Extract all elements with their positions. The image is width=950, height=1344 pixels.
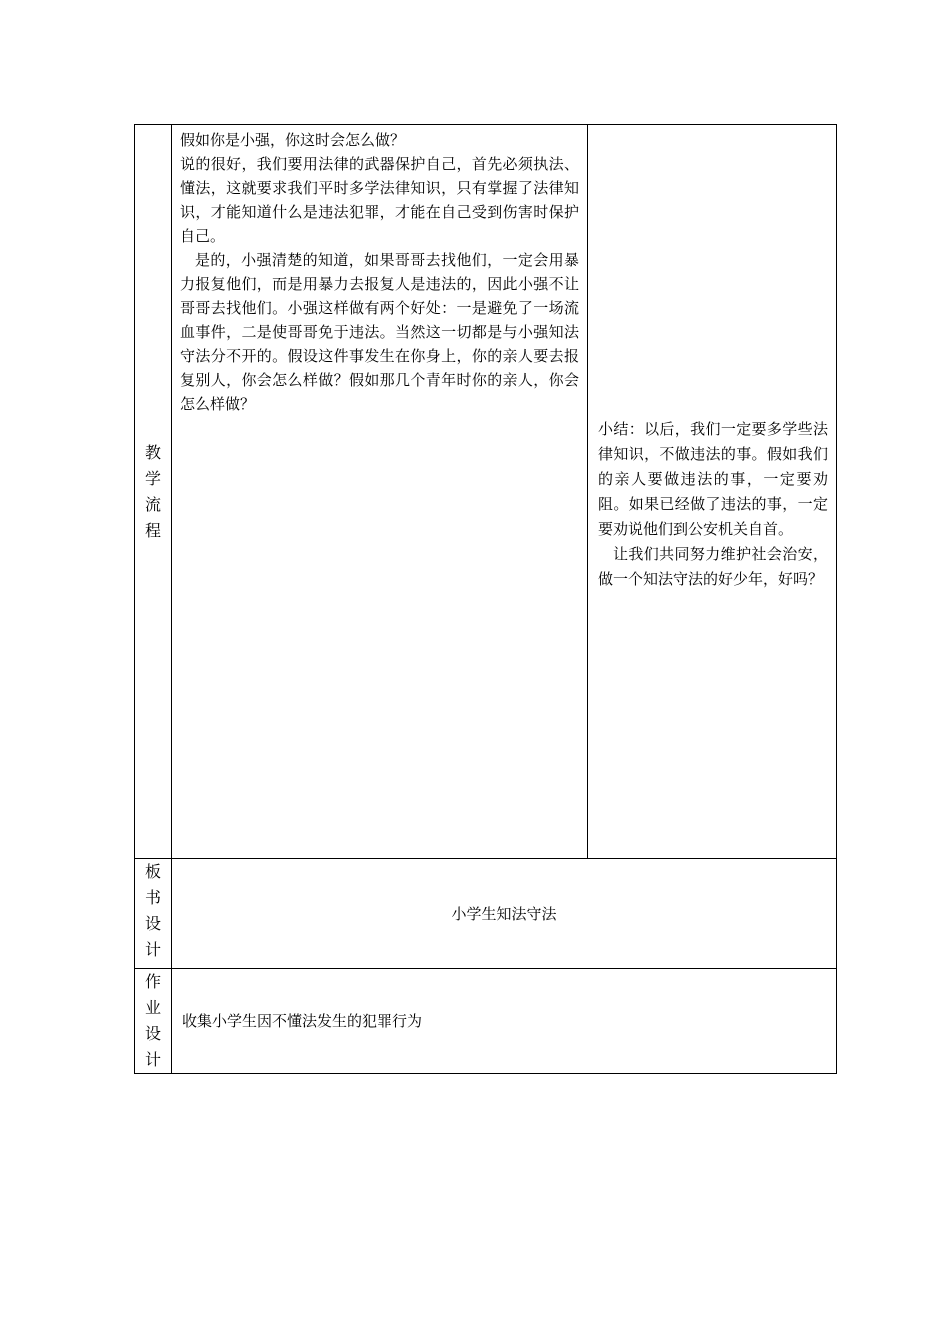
board-design-content-cell (172, 859, 837, 969)
board-design-content: 小学生知法守法 (451, 904, 557, 923)
teaching-process-main-cell (172, 125, 588, 859)
board-design-label: 板书设计 (145, 862, 162, 959)
teaching-process-label: 教学流程 (145, 442, 162, 540)
homework-design-label: 作业设计 (145, 972, 162, 1069)
process-paragraph: 说的很好，我们要用法律的武器保护自己，首先必须执法、懂法，这就要求我们平时多学法律知识，只有掌握了法律知识，才能知道什么是违法犯罪，才能在自己受到伤害时保护自己。 (180, 155, 579, 245)
homework-design-label-cell (135, 969, 172, 1074)
lesson-plan-table (134, 124, 837, 1074)
board-design-row (135, 859, 837, 969)
homework-design-content: 收集小学生因不懂法发生的犯罪行为 (182, 1012, 423, 1030)
summary-paragraph: 让我们共同努力维护社会治安，做一个知法守法的好少年，好吗？ (598, 545, 828, 588)
teaching-process-row (135, 125, 837, 859)
board-design-label-cell (135, 859, 172, 969)
teaching-process-summary-cell (588, 125, 837, 859)
teaching-process-label-cell (135, 125, 172, 859)
homework-design-row (135, 969, 837, 1074)
homework-design-content-cell (172, 969, 837, 1074)
process-paragraph: 假如你是小强，你这时会怎么做？ (180, 131, 406, 149)
summary-paragraph: 小结：以后，我们一定要多学些法律知识，不做违法的事。假如我们的亲人要做违法的事，一定要劝阻。如果已经做了违法的事，一定要劝说他们到公安机关自首。 (598, 420, 828, 538)
process-paragraph: 是的，小强清楚的知道，如果哥哥去找他们，一定会用暴力报复他们，而是用暴力去报复人是违法的，因此小强不让哥哥去找他们。小强这样做有两个好处：一是避免了一场流血事件，二是使哥哥免于违法。当然这一切都是与小强知法守法分不开的。假设这件事发生在你身上，你的亲人要去报复别人，你会怎么样做？假如那几个青年时你的亲人，你会怎么样做？ (180, 251, 579, 413)
